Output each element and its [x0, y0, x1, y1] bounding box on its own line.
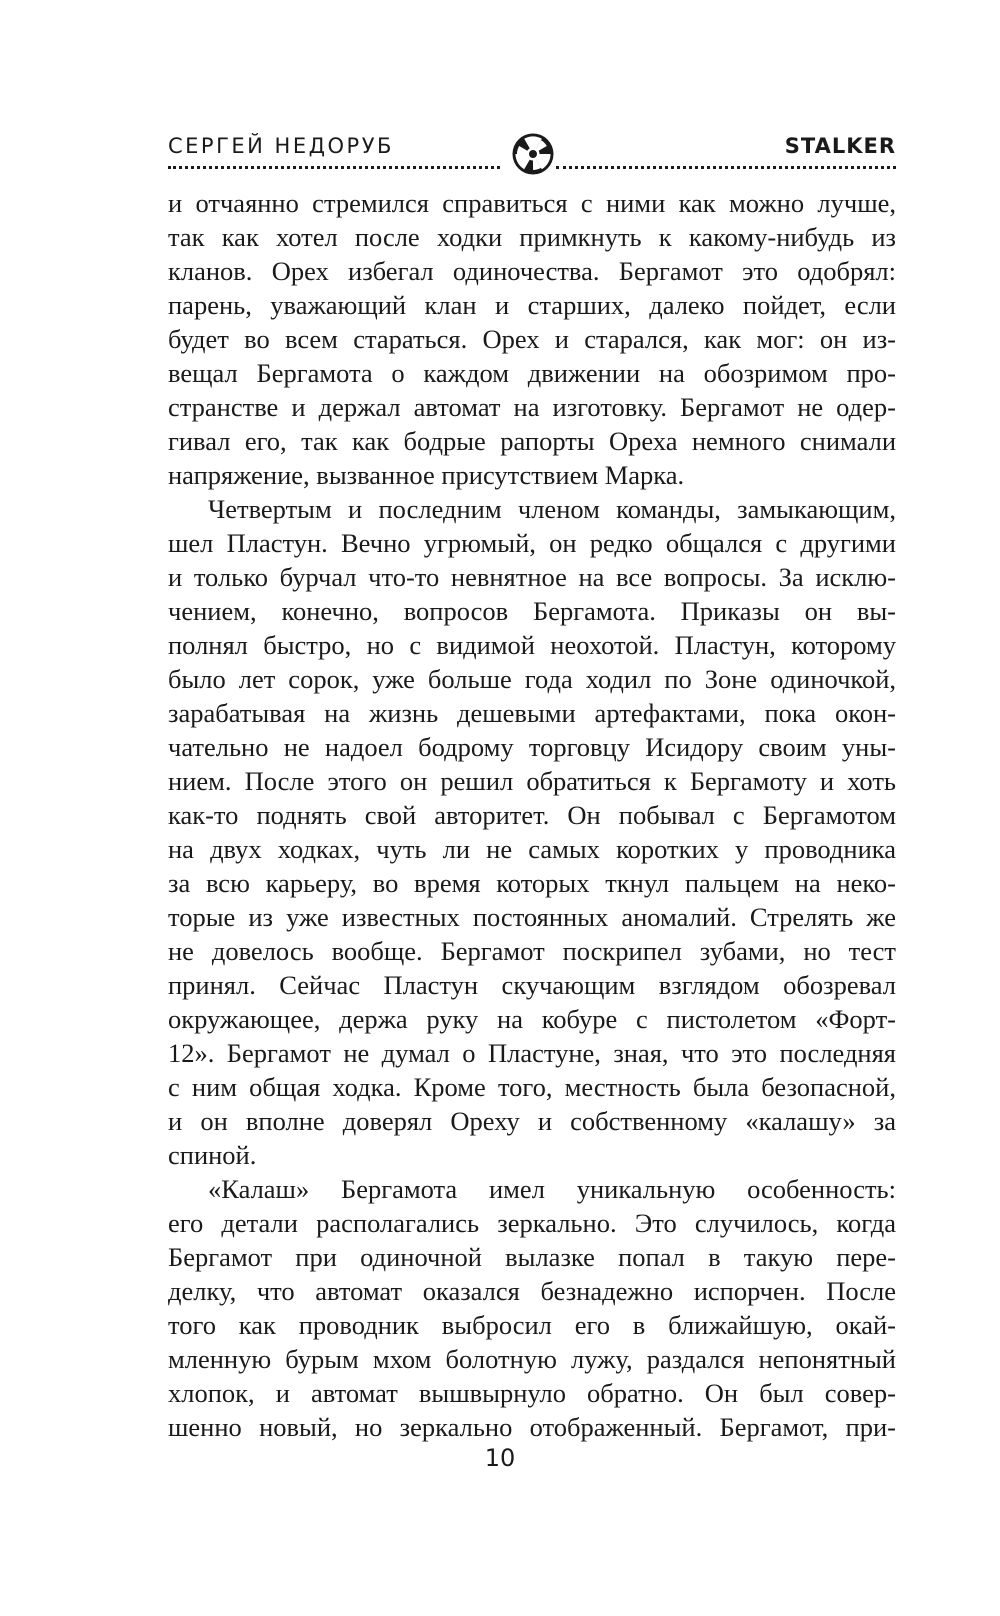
text-line: шел Пластун. Вечно угрюмый, он редко общался с другими — [168, 528, 896, 558]
text-line: делку, что автомат оказался безнадежно испорчен. После — [168, 1276, 896, 1306]
text-line: Четвертым и последним членом команды, замыкающим, — [208, 494, 896, 524]
text-line: шенно новый, но зеркально отображенный. Бергамот, при- — [168, 1412, 896, 1442]
text-line: зарабатывая на жизнь дешевыми артефактами, пока окон- — [168, 698, 896, 728]
text-line: и только бурчал что-то невнятное на все вопросы. За исклю- — [168, 562, 896, 592]
text-line: за всю карьеру, во время которых ткнул пальцем на неко- — [168, 868, 896, 898]
text-line: того как проводник выбросил его в ближайшую, окай- — [168, 1310, 896, 1340]
paragraph — [168, 492, 896, 1172]
text-line: окружающее, держа руку на кобуре с пистолетом «Форт- — [168, 1004, 896, 1034]
text-line: нием. После этого он решил обратиться к Бергамоту и хоть — [168, 766, 896, 796]
text-line: принял. Сейчас Пластун скучающим взглядом обозревал — [168, 970, 896, 1000]
text-line: его детали располагались зеркально. Это случилось, когда — [168, 1208, 896, 1238]
text-line: так как хотел после ходки примкнуть к какому-нибудь из — [168, 222, 896, 252]
text-line: напряжение, вызванное присутствием Марка. — [168, 460, 685, 490]
main-text — [168, 186, 896, 1444]
text-line: хлопок, и автомат вышвырнуло обратно. Он был совер- — [168, 1378, 896, 1408]
text-line: и отчаянно стремился справиться с ними как можно лучше, — [168, 188, 896, 218]
paragraph — [168, 1172, 896, 1444]
text-line: парень, уважающий клан и старших, далеко пойдет, если — [168, 290, 896, 320]
radiation-icon — [511, 132, 555, 176]
series-title: STALKER — [784, 134, 896, 158]
text-line: было лет сорок, уже больше года ходил по Зоне одиночкой, — [168, 664, 896, 694]
text-line: гивал его, так как бодрые рапорты Ореха немного снимали — [168, 426, 896, 456]
text-line: с ним общая ходка. Кроме того, местность была безопасной, — [168, 1072, 896, 1102]
text-line: полнял быстро, но с видимой неохотой. Пластун, которому — [168, 630, 896, 660]
text-line: чательно не надоел бодрому торговцу Исидору своим уны- — [168, 732, 896, 762]
text-line: мленную бурым мхом болотную лужу, раздался непонятный — [168, 1344, 896, 1374]
text-line: как-то поднять свой авторитет. Он побывал с Бергамотом — [168, 800, 896, 830]
text-line: на двух ходках, чуть ли не самых коротких у проводника — [168, 834, 896, 864]
text-line: Бергамот при одиночной вылазке попал в такую пере- — [168, 1242, 896, 1272]
text-line: чением, конечно, вопросов Бергамота. Приказы он вы- — [168, 596, 896, 626]
text-line: будет во всем стараться. Орех и старался, как мог: он из- — [168, 324, 896, 354]
text-line: 12». Бергамот не думал о Пластуне, зная, что это последняя — [168, 1038, 896, 1068]
text-line: «Калаш» Бергамота имел уникальную особенность: — [208, 1174, 896, 1204]
text-line: не довелось вообще. Бергамот поскрипел зубами, но тест — [168, 936, 896, 966]
dotted-rule-left — [168, 166, 500, 169]
text-line: вещал Бергамота о каждом движении на обозримом про- — [168, 358, 896, 388]
text-line: спиной. — [168, 1140, 257, 1170]
running-head — [168, 130, 896, 180]
text-line: кланов. Орех избегал одиночества. Бергамот это одобрял: — [168, 256, 896, 286]
paragraph — [168, 186, 896, 492]
author-name: СЕРГЕЙ НЕДОРУБ — [168, 134, 394, 158]
text-line: странстве и держал автомат на изготовку. Бергамот не одер- — [168, 392, 896, 422]
text-line: и он вполне доверял Ореху и собственному «калашу» за — [168, 1106, 896, 1136]
dotted-rule-right — [556, 166, 896, 169]
text-line: торые из уже известных постоянных аномалий. Стрелять же — [168, 902, 896, 932]
page-number: 10 — [484, 1444, 516, 1472]
